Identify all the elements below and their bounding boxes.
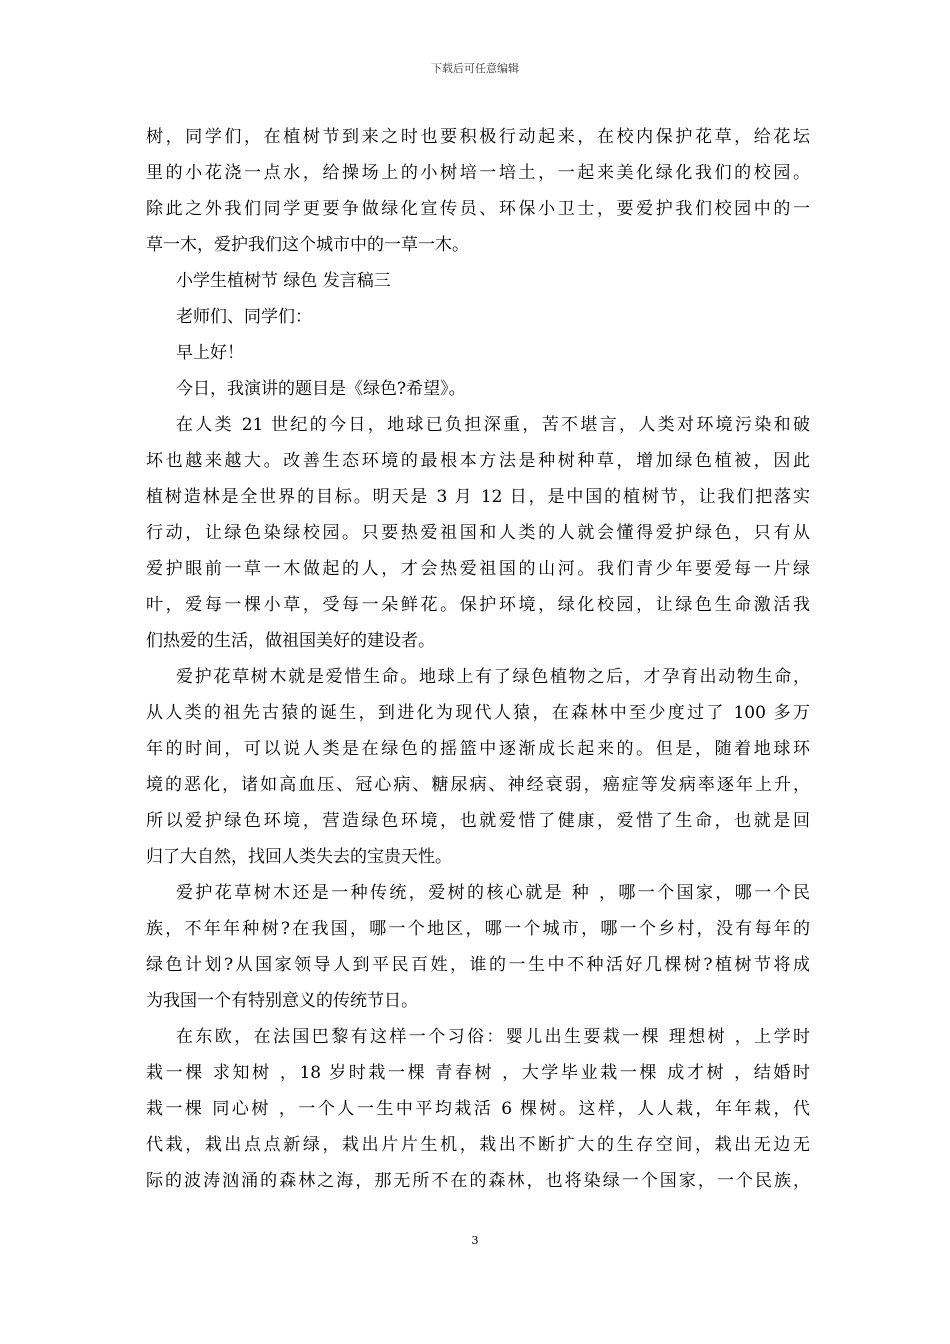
text-line: 今日，我演讲的题目是《绿色?希望》。: [176, 379, 466, 399]
text-line: 族，不年年种树?在我国，哪一个地区，哪一个城市，哪一个乡村，没有每年的: [146, 919, 810, 939]
text-line: 归了大自然，找回人类失去的宝贵天性。: [146, 847, 452, 867]
paragraph: [146, 407, 810, 659]
text-line: 从人类的祖先古猿的诞生，到进化为现代人猿，在森林中至少度过了 100 多万: [146, 703, 810, 723]
page-header: 下载后可任意编辑: [431, 62, 519, 75]
text-line: 爱护花草树木就是爱惜生命。地球上有了绿色植物之后，才孕育出动物生命，: [176, 667, 810, 687]
text-line: 行动，让绿色染绿校园。只要热爱祖国和人类的人就会懂得爱护绿色，只有从: [146, 523, 810, 543]
text-line: 栽一棵 同心树 ，一个人一生中平均栽活 6 棵树。这样，人人栽，年年栽，代: [146, 1099, 810, 1119]
paragraph: [146, 659, 810, 875]
text-line: 年的时间，可以说人类是在绿色的摇篮中逐渐成长起来的。但是，随着地球环: [146, 739, 810, 759]
text-line: 除此之外我们同学更要争做绿化宣传员、环保小卫士，要爱护我们校园中的一: [146, 199, 810, 219]
text-line: 在东欧，在法国巴黎有这样一个习俗：婴儿出生要栽一棵 理想树 ，上学时: [176, 1027, 810, 1047]
page-number: 3: [471, 1234, 479, 1247]
text-line: 际的波涛汹涌的森林之海，那无所不在的森林，也将染绿一个国家，一个民族，: [146, 1171, 810, 1191]
text-line: 早上好！: [176, 343, 244, 363]
text-line: 绿色计划?从国家领导人到平民百姓，谁的一生中不种活好几棵树?植树节将成: [146, 955, 810, 975]
paragraph: [146, 119, 810, 263]
paragraph: [146, 1019, 810, 1199]
text-line: 所以爱护绿色环境，营造绿色环境，也就爱惜了健康，爱惜了生命，也就是回: [146, 811, 810, 831]
salutation: [146, 299, 810, 335]
text-line: 境的恶化，诸如高血压、冠心病、糖尿病、神经衰弱，癌症等发病率逐年上升，: [146, 775, 810, 795]
speech-topic: [146, 371, 810, 407]
text-line: 里的小花浇一点水，给操场上的小树培一培土，一起来美化绿化我们的校园。: [146, 163, 810, 183]
text-line: 小学生植树节 绿色 发言稿三: [176, 271, 391, 291]
text-line: 叶，爱每一棵小草，受每一朵鲜花。保护环境，绿化校园，让绿色生命激活我: [146, 595, 810, 615]
text-line: 们热爱的生活，做祖国美好的建设者。: [146, 631, 435, 651]
text-line: 草一木，爱护我们这个城市中的一草一木。: [146, 235, 469, 255]
text-line: 坏也越来越大。改善生态环境的最根本方法是种树种草，增加绿色植被，因此: [146, 451, 810, 471]
greeting: [146, 335, 810, 371]
text-line: 在人类 21 世纪的今日，地球已负担深重，苦不堪言，人类对环境污染和破: [176, 415, 810, 435]
text-line: 爱护花草树木还是一种传统，爱树的核心就是 种 ，哪一个国家，哪一个民: [176, 883, 810, 903]
text-line: 树，同学们，在植树节到来之时也要积极行动起来，在校内保护花草，给花坛: [146, 127, 810, 147]
text-line: 为我国一个有特别意义的传统节日。: [146, 991, 418, 1011]
text-line: 栽一棵 求知树 ，18 岁时栽一棵 青春树 ，大学毕业栽一棵 成才树 ，结婚时: [146, 1063, 810, 1083]
document-body: [146, 119, 810, 1199]
text-line: 老师们、同学们：: [176, 307, 312, 327]
paragraph: [146, 875, 810, 1019]
text-line: 爱护眼前一草一木做起的人，才会热爱祖国的山河。我们青少年要爱每一片绿: [146, 559, 810, 579]
section-title: [146, 263, 810, 299]
text-line: 代栽，栽出点点新绿，栽出片片生机，栽出不断扩大的生存空间，栽出无边无: [146, 1135, 810, 1155]
text-line: 植树造林是全世界的目标。明天是 3 月 12 日，是中国的植树节，让我们把落实: [146, 487, 810, 507]
